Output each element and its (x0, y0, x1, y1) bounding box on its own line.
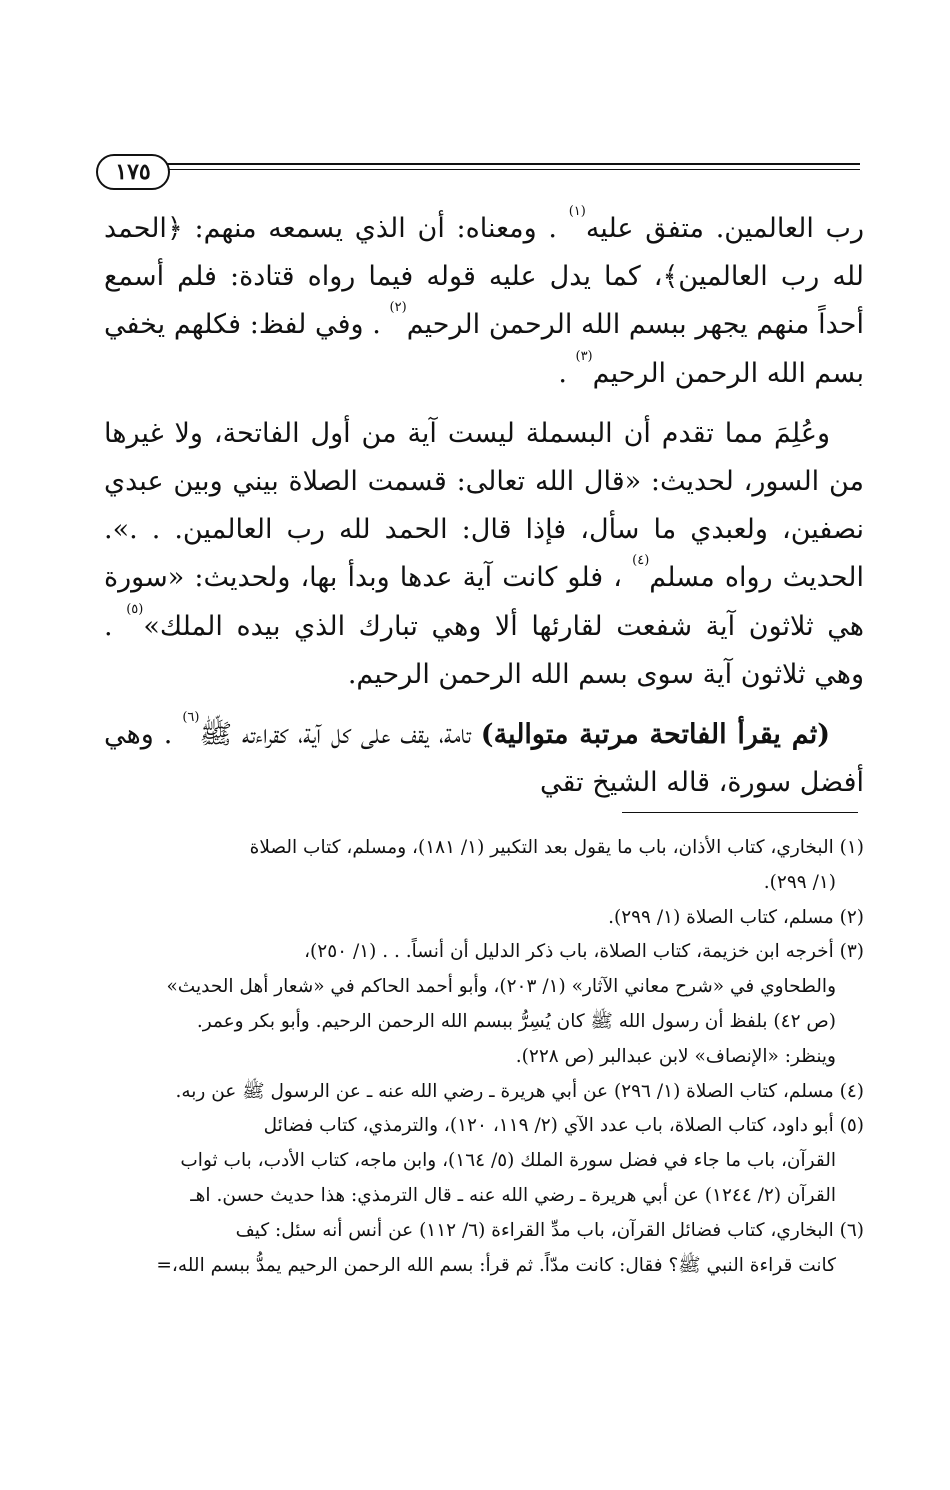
header-rule-thin (166, 169, 860, 170)
footnote-ref-6: (٦) (182, 710, 200, 726)
header-rule-thick (166, 163, 860, 165)
footnote-ref-1: (١) (568, 204, 586, 219)
footnote-5: (٥) أبو داود، كتاب الصلاة، باب عدد الآي (٢/ ١١٩، ١٢٠)، والترمذي، كتاب فضائل القرآن، باب ما جاء في فضل سورة الملك (٥/ ١٦٤)، وابن ماجه، كتاب الأدب، باب ثواب القرآن (٢/ ١٢٤٤) عن أبي هريرة ـ رضي الله عنه ـ قال الترمذي: هذا حديث حسن. اهـ (180, 1115, 864, 1206)
footnote-6: (٦) البخاري، كتاب فضائل القرآن، باب مدِّ القراءة (٦/ ١١٢) عن أنس أنه سئل: كيف كانت قراءة النبي ﷺ؟ فقال: كانت مدّاً. ثم قرأ: بسم الله الرحمن الرحيم يمدُّ ببسم الله،= (156, 1219, 864, 1276)
footnote-ref-4: (٤) (632, 553, 650, 569)
paragraph-1: رب العالمين. متفق عليه$^{(١)}$ . ومعناه: أن الذي يسمعه منهم: ﴿الحمد لله رب العالمين﴾، كما يدل عليه قوله فيما رواه قتادة: فلم أسمع أحداً منهم يجهر ببسم الله الرحمن الرحيم$^{(٢)}$ . وفي لفظ: فكلهم يخفي بسم الله الرحمن الرحيم$^{(٣)}$ . (104, 204, 864, 389)
footnote-ref-3: (٣) (575, 348, 593, 364)
paragraph-2: وعُلِمَ مما تقدم أن البسملة ليست آية من أول الفاتحة، ولا غيرها من السور، لحديث: «قال الله تعالى: قسمت الصلاة بيني وبين عبدي نصفين، ولعبدي ما سأل، فإذا قال: الحمد لله رب العالمين. . .». الحديث رواه مسلم$^{(٤)}$ ، فلو كانت آية عدها وبدأ بها، ولحديث: «سورة هي ثلاثون آية شفعت لقارئها ألا وهي تبارك الذي بيده الملك»$^{(٥)}$ . وهي ثلاثون آية سوى بسم الله الرحمن الرحيم. (104, 417, 864, 690)
footnote-2: (٢) مسلم، كتاب الصلاة (١/ ٢٩٩). (608, 906, 864, 928)
footnote-1: (١) البخاري، كتاب الأذان، باب ما يقول بعد التكبير (١/ ١٨١)، ومسلم، كتاب الصلاة (١/ ٢٩٩). (249, 837, 864, 893)
footnote-separator (622, 812, 858, 813)
paragraph-3: (ثم يقرأ الفاتحة مرتبة متوالية) تامة، يقف على كل آية، كقراءته ﷺ$^{(٦)}$ . وهي أفضل سورة، قاله الشيخ تقي (104, 710, 864, 799)
main-text (104, 205, 864, 807)
footnote-3: (٣) أخرجه ابن خزيمة، كتاب الصلاة، باب ذكر الدليل أن أنساً. . . (١/ ٢٥٠)، والطحاوي في «شرح معاني الآثار» (١/ ٢٠٣)، وأبو أحمد الحاكم في «شعار أهل الحديث» (ص ٤٢) بلفظ أن رسول الله ﷺ كان يُسِرُّ ببسم الله الرحمن الرحيم. وأبو بكر وعمر. وينظر: «الإنصاف» لابن عبدالبر (ص ٢٢٨). (166, 941, 864, 1067)
page-header (96, 148, 860, 194)
footnote-ref-5: (٥) (126, 601, 144, 617)
bold-phrase: (ثم يقرأ الفاتحة مرتبة متوالية) (480, 719, 830, 751)
page-number: ١٧٥ (96, 154, 170, 190)
footnote-4: (٤) مسلم، كتاب الصلاة (١/ ٢٩٦) عن أبي هريرة ـ رضي الله عنه ـ عن الرسول ﷺ عن ربه. (175, 1080, 864, 1102)
footnote-ref-2: (٢) (389, 300, 407, 316)
footnotes (100, 831, 864, 1283)
